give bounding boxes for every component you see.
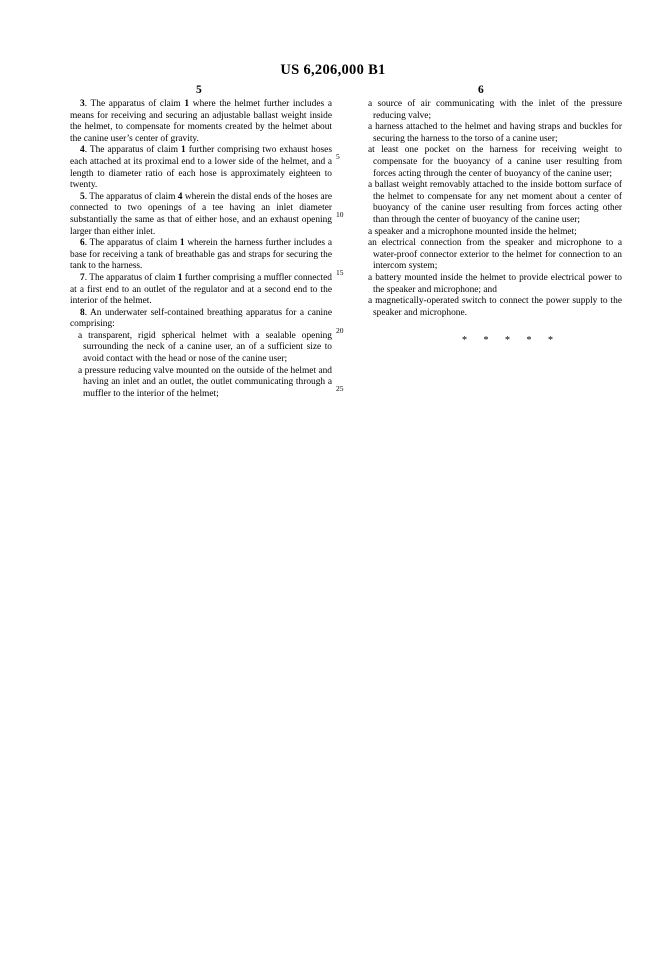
- column-number-right: 6: [478, 84, 484, 96]
- claim-8-subclause: a ballast weight removably attached to the inside bottom surface of the helmet to compensate for any net moment about a center of buoyancy of the canine user resulting from forces acting other than through the center of buoyancy of the canine user;: [368, 180, 622, 225]
- claim-8-subclause: a harness attached to the helmet and having straps and buckles for securing the harness to the torso of a canine user;: [368, 122, 622, 144]
- line-number: 10: [336, 210, 344, 219]
- claim-5: [70, 192, 332, 238]
- claim-text: The apparatus of claim 1 further comprising a muffler connected at a first end to an outlet of the regulator and at a second end to the interior of the helmet.: [70, 272, 332, 307]
- line-number: 20: [336, 326, 344, 335]
- claim-8-subclause: an electrical connection from the speaker and microphone to a water-proof connector exterior to the helmet for connection to an intercom system;: [368, 238, 622, 272]
- claim-8-subclause: a magnetically-operated switch to connect the power supply to the speaker and microphone.: [368, 296, 622, 318]
- claim-number-punct: .: [84, 99, 88, 109]
- claim-8-subclause: a source of air communicating with the inlet of the pressure reducing valve;: [368, 99, 622, 121]
- claim-8-subclause: a pressure reducing valve mounted on the outside of the helmet and having an inlet and an outlet, the outlet communicating through a muffler to the interior of the helmet;: [78, 365, 332, 399]
- claim-8: [70, 308, 332, 331]
- column-left: [70, 99, 332, 400]
- end-of-claims-marks: * * * * *: [462, 335, 560, 347]
- page-title: US 6,206,000 B1: [280, 62, 386, 78]
- claim-number-punct: .: [84, 238, 88, 249]
- claim-number: 3: [80, 99, 85, 109]
- claim-7: [70, 273, 332, 308]
- claim-reference: 4: [177, 191, 183, 202]
- claim-number: 8: [80, 307, 85, 318]
- claim-number: 5: [80, 191, 85, 202]
- claim-text: An underwater self-contained breathing apparatus for a canine comprising:: [70, 307, 332, 330]
- claim-number: 4: [80, 145, 85, 156]
- column-number-left: 5: [196, 84, 202, 96]
- claim-6: [70, 238, 332, 273]
- claim-reference: 1: [179, 238, 185, 249]
- claim-text: The apparatus of claim 1 where the helmet further includes a means for receiving and securing an adjustable ballast weight inside the helmet, to compensate for moments created by the helmet about the canine user’s center of gravity.: [70, 99, 332, 144]
- claim-number-punct: .: [84, 307, 88, 318]
- claim-text: The apparatus of claim 4 wherein the distal ends of the hoses are connected to two openings of a tee having an inlet diameter substantially the same as that of either hose, and an exhaust opening larger than either inlet.: [70, 191, 332, 237]
- claim-3: [70, 99, 332, 145]
- line-number: 5: [336, 152, 340, 161]
- line-number: 25: [336, 384, 344, 393]
- column-numbers: [0, 84, 666, 98]
- line-number: 15: [336, 268, 344, 277]
- claim-number: 6: [80, 238, 85, 249]
- claim-text: The apparatus of claim 1 further comprising two exhaust hoses each attached at its proximal end to a lower side of the helmet, and a length to diameter ratio of each hose is approximately eighteen to twenty.: [70, 145, 332, 191]
- claim-8-subclause: a battery mounted inside the helmet to provide electrical power to the speaker and microphone; and: [368, 272, 622, 295]
- line-number-gutter: [336, 99, 352, 459]
- column-right: [360, 99, 622, 347]
- claim-reference: 1: [181, 145, 186, 156]
- claim-8-subclause: a speaker and a microphone mounted inside the helmet;: [368, 226, 577, 237]
- claim-number-punct: .: [84, 272, 88, 283]
- claim-reference: 1: [177, 272, 183, 283]
- claim-number-punct: .: [84, 145, 88, 156]
- claim-4: [70, 145, 332, 191]
- claim-number-punct: .: [84, 191, 88, 202]
- claim-text: The apparatus of claim 1 wherein the harness further includes a base for receiving a tank of breathable gas and straps for securing the tank to the harness.: [70, 238, 332, 272]
- claim-8-subclause: a transparent, rigid spherical helmet with a sealable opening surrounding the neck of a canine user, an of a sufficient size to avoid contact with the head or nose of the canine user;: [78, 330, 332, 365]
- claim-reference: 1: [184, 99, 190, 109]
- claim-8-subclause: at least one pocket on the harness for receiving weight to compensate for the buoyancy of a canine user resulting from forces acting through the center of buoyancy of the canine user;: [368, 145, 622, 179]
- claim-number: 7: [80, 272, 85, 283]
